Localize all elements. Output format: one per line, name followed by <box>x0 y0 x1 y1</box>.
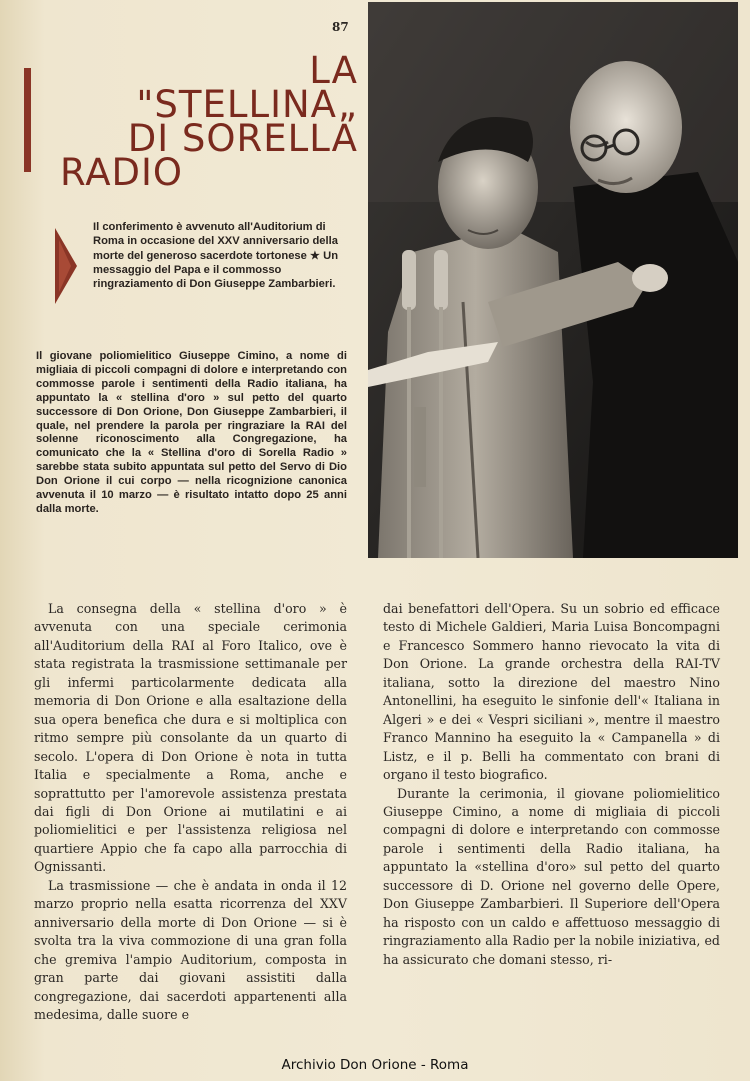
body-paragraph: La trasmissione — che è andata in onda il 12 marzo proprio nella esatta ricorrenza del XXV anniversario della morte di Don Orione — si è svolta tra la viva commozione di una gran folla che gremiva l'ampio Auditorium, composta in gran parte dai giovani assistiti dalla congregazione, dai sacerdoti appartenenti alla medesima, dalle suore e <box>34 877 347 1022</box>
article-photo <box>368 2 738 558</box>
archive-footer: Archivio Don Orione - Roma <box>281 1057 469 1073</box>
article-title <box>48 49 358 194</box>
body-paragraph: La consegna della « stellina d'oro » è avvenuta con una speciale cerimonia all'Auditorium della RAI al Foro Italico, ove è stata registrata la trasmissione settimanale per gli infermi particolarmente dedicata alla memoria di Don Orione e alla esaltazione della sua opera benefica che dura e si moltiplica con ritmo sempre più consolante da un quarto di secolo. L'opera di Don Orione è nota in tutta Italia e specialmente a Roma, anche e soprattutto per l'amorevole assistenza prestata dai figli di Don Orione ai mutilatini e ai poliomielitici e per l'assistenza religiosa nel quartiere Appio che fa capo alla parrocchia di Ognissanti. <box>34 601 347 875</box>
article-summary: Il giovane poliomielitico Giuseppe Cimino, a nome di migliaia di piccoli compagni di dolore e interpretando con commosse parole i sentimenti della Radio italiana, ha appuntato la « stellina d'oro » sul petto del quarto successore di Don Orione, Don Giuseppe Zambarbieri, il quale, nel prendere la parola per ringraziare la RAI del solenne riconoscimento alla Congregazione, ha comunicato che la « Stellina d'oro di Sorella Radio » sarebbe stata subito appuntata sul petto del Servo di Dio Don Orione il cui corpo — nella ricognizione canonica avvenuta il 10 marzo — è risultato intatto dopo 25 anni dalla morte. <box>36 350 347 515</box>
title-line: "STELLINA„ <box>136 83 358 126</box>
title-line: LA <box>309 49 358 92</box>
body-column-left <box>34 600 347 1024</box>
photo-illustration <box>368 2 738 558</box>
body-paragraph: dai benefattori dell'Opera. Su un sobrio ed efficace testo di Michele Galdieri, Maria Luisa Boncompagni e Francesco Sommero hanno rievocato la vita di Don Orione. La grande orchestra della RAI-TV italiana, sotto la direzione del maestro Nino Antonellini, ha eseguito le sinfonie dell'« Italiana in Algeri » e dei « Vespri siciliani », mentre il maestro Franco Mannino ha eseguito la « Campanella » di Listz, e il p. Belli ha commentato con brani di organo il testo biografico. <box>383 601 720 783</box>
body-paragraph: Durante la cerimonia, il giovane poliomielitico Giuseppe Cimino, a nome di migliaia di piccoli compagni di dolore e interpretando con commosse parole i sentimenti della Radio italiana, ha appuntato la «stellina d'oro» sul petto del quarto successore di D. Orione nel governo delle Opere, Don Giuseppe Zambarbieri. Il Superiore dell'Opera ha risposto con un caldo e affettuoso messaggio di ringraziamento alla Radio per la nobile iniziativa, ed ha assicurato che domani stesso, ri- <box>383 785 720 967</box>
body-column-right <box>383 600 720 969</box>
title-accent-bar <box>24 68 31 172</box>
page-number: 87 <box>332 20 349 34</box>
title-line: DI SORELLA <box>127 117 358 160</box>
title-line: RADIO <box>60 151 184 194</box>
article-lead: Il conferimento è avvenuto all'Auditorium di Roma in occasione del XXV anniversario della morte del generoso sacerdote tortonese ★ Un messaggio del Papa e il commosso ringraziamento di Don Giuseppe Zambarbieri. <box>93 221 339 291</box>
arrow-marker-icon <box>55 228 77 304</box>
